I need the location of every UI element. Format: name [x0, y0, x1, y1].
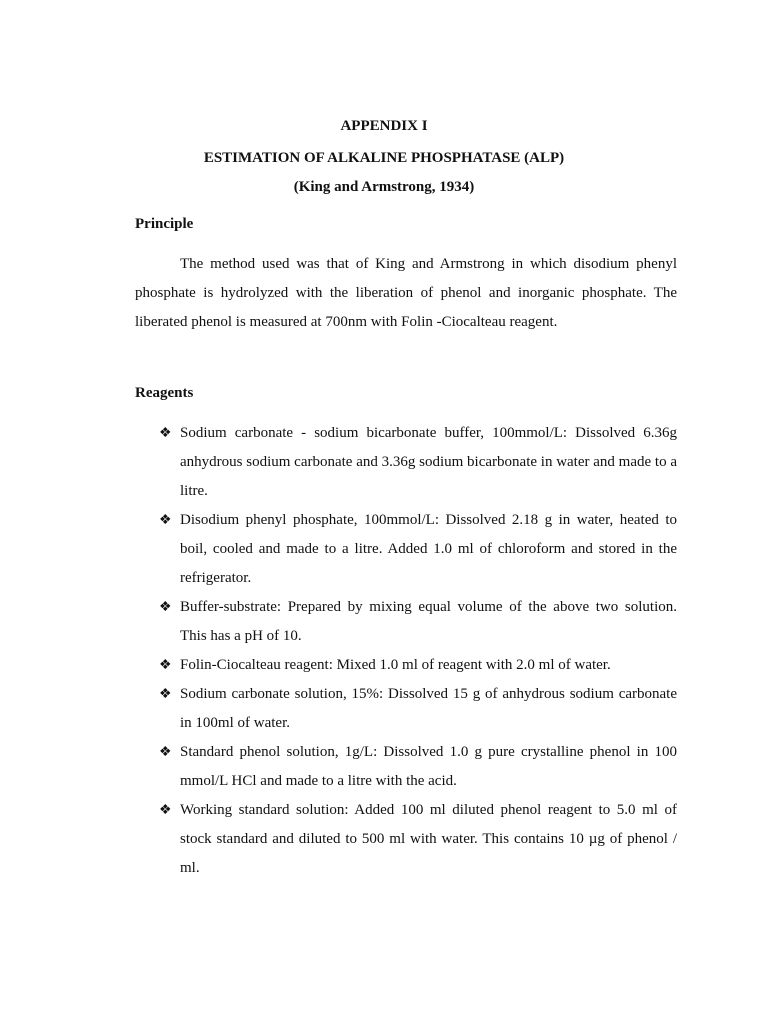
diamond-bullet-icon: ❖	[159, 600, 172, 615]
principle-heading: Principle	[135, 216, 194, 232]
list-item	[135, 738, 677, 796]
reagent-text: Folin-Ciocalteau reagent: Mixed 1.0 ml of reagent with 2.0 ml of water.	[180, 657, 611, 673]
reagents-heading: Reagents	[135, 385, 194, 401]
reagent-text: Standard phenol solution, 1g/L: Dissolved 1.0 g pure crystalline phenol in 100 mmol/L HCl and made to a litre with the acid.	[180, 744, 677, 789]
principle-paragraph: The method used was that of King and Armstrong in which disodium phenyl phosphate is hydrolyzed with the liberation of phenol and inorganic phosphate. The liberated phenol is measured at 700nm with Folin -Ciocalteau reagent.	[135, 256, 677, 330]
diamond-bullet-icon: ❖	[159, 745, 172, 760]
list-item	[135, 506, 677, 593]
reagent-text: Buffer-substrate: Prepared by mixing equal volume of the above two solution. This has a pH of 10.	[180, 599, 677, 644]
reagent-list	[135, 419, 677, 883]
diamond-bullet-icon: ❖	[159, 426, 172, 441]
appendix-heading: APPENDIX I	[340, 118, 428, 134]
diamond-bullet-icon: ❖	[159, 687, 172, 702]
list-item	[135, 680, 677, 738]
diamond-bullet-icon: ❖	[159, 803, 172, 818]
list-item	[135, 419, 677, 506]
list-item	[135, 651, 677, 680]
list-item	[135, 796, 677, 883]
diamond-bullet-icon: ❖	[159, 513, 172, 528]
reagent-text: Sodium carbonate solution, 15%: Dissolved 15 g of anhydrous sodium carbonate in 100ml of water.	[180, 686, 677, 731]
reagent-text: Working standard solution: Added 100 ml diluted phenol reagent to 5.0 ml of stock standard and diluted to 500 ml with water. This contains 10 µg of phenol / ml.	[180, 802, 677, 876]
citation-heading: (King and Armstrong, 1934)	[293, 179, 475, 195]
list-item	[135, 593, 677, 651]
document-title: ESTIMATION OF ALKALINE PHOSPHATASE (ALP)	[203, 150, 565, 166]
diamond-bullet-icon: ❖	[159, 658, 172, 673]
reagent-text: Sodium carbonate - sodium bicarbonate buffer, 100mmol/L: Dissolved 6.36g anhydrous sodium carbonate and 3.36g sodium bicarbonate in water and made to a litre.	[180, 425, 677, 499]
reagent-text: Disodium phenyl phosphate, 100mmol/L: Dissolved 2.18 g in water, heated to boil, cooled and made to a litre. Added 1.0 ml of chloroform and stored in the refrigerator.	[180, 512, 677, 586]
